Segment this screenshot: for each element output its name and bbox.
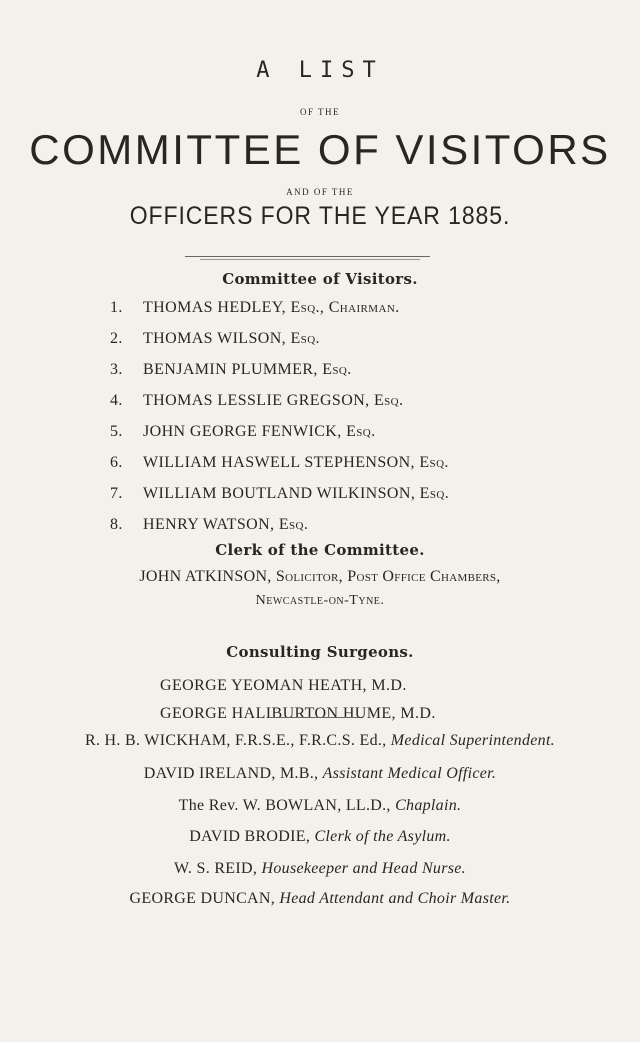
officer-name: The Rev. W. BOWLAN, LL.D., — [178, 797, 391, 814]
list-item-suffix: Esq. — [419, 454, 449, 471]
subtitle-and-of-the: AND OF THE — [286, 187, 354, 197]
subtitle-of-the: OF THE — [299, 107, 341, 117]
officer-entry — [0, 732, 640, 750]
list-item-suffix: Esq. — [419, 485, 450, 502]
list-item-number: 4. — [110, 392, 123, 409]
officer-entry — [0, 765, 640, 783]
divider-rule — [185, 256, 430, 257]
officer-entry — [0, 797, 640, 815]
clerk-entry — [0, 568, 640, 586]
officer-role: Assistant Medical Officer. — [322, 765, 497, 782]
list-item-name: JOHN GEORGE FENWICK, — [143, 423, 342, 440]
officer-entry — [0, 860, 640, 878]
officer-role: Clerk of the Asylum. — [314, 828, 451, 845]
section-heading-visitors: Committee of Visitors. — [222, 270, 418, 288]
officer-role: Medical Superintendent. — [390, 732, 555, 749]
officer-name: GEORGE DUNCAN, — [129, 890, 276, 907]
list-item-suffix: Esq. — [346, 423, 376, 440]
officer-role: Housekeeper and Head Nurse. — [261, 860, 466, 877]
list-item-suffix: Esq. — [290, 330, 320, 347]
officer-name: W. S. REID, — [174, 860, 258, 877]
divider-rule — [270, 717, 358, 718]
list-item-number: 3. — [110, 361, 123, 378]
officer-role: Head Attendant and Choir Master. — [279, 890, 511, 907]
section-heading-clerk: Clerk of the Committee. — [215, 541, 425, 559]
clerk-details: Solicitor, Post Office Chambers, — [275, 568, 501, 585]
section-heading-surgeons: Consulting Surgeons. — [226, 643, 414, 661]
surgeon-entry: GEORGE HALIBURTON HUME, M.D. — [160, 705, 436, 722]
list-item-name: THOMAS HEDLEY, — [143, 299, 287, 316]
list-item-name: WILLIAM HASWELL STEPHENSON, — [143, 454, 415, 471]
list-item-suffix: Esq. — [322, 361, 352, 378]
list-item-suffix: Esq. — [373, 392, 404, 409]
list-item-name: THOMAS LESSLIE GREGSON, — [143, 392, 370, 409]
list-item-name: BENJAMIN PLUMMER, — [143, 361, 318, 378]
officer-name: DAVID BRODIE, — [189, 828, 311, 845]
title-committee-of-visitors: COMMITTEE OF VISITORS — [29, 126, 611, 173]
divider-rule — [200, 259, 420, 260]
title-officers-for-year: OFFICERS FOR THE YEAR 1885. — [129, 202, 511, 230]
list-item-name: HENRY WATSON, — [143, 516, 275, 533]
list-item-suffix: Esq. — [278, 516, 309, 533]
list-item-name: THOMAS WILSON, — [143, 330, 287, 347]
list-item-number: 2. — [110, 330, 123, 347]
clerk-name: JOHN ATKINSON, — [139, 568, 272, 585]
list-item-number: 1. — [110, 299, 123, 316]
list-item-number: 5. — [110, 423, 123, 440]
list-item-suffix: Esq., Chairman. — [290, 299, 400, 316]
title-a-list: A LIST — [256, 58, 384, 83]
officer-name: DAVID IRELAND, M.B., — [143, 765, 319, 782]
clerk-address: Newcastle-on-Tyne. — [255, 593, 385, 608]
officer-name: R. H. B. WICKHAM, F.R.S.E., F.R.C.S. Ed., — [84, 732, 387, 749]
surgeon-entry: GEORGE YEOMAN HEATH, M.D. — [160, 677, 407, 694]
list-item-number: 6. — [110, 454, 123, 471]
officer-role: Chaplain. — [395, 797, 462, 814]
list-item-name: WILLIAM BOUTLAND WILKINSON, — [143, 485, 416, 502]
officer-entry — [0, 890, 640, 908]
list-item-number: 8. — [110, 516, 123, 533]
list-item-number: 7. — [110, 485, 123, 502]
officer-entry — [0, 828, 640, 846]
